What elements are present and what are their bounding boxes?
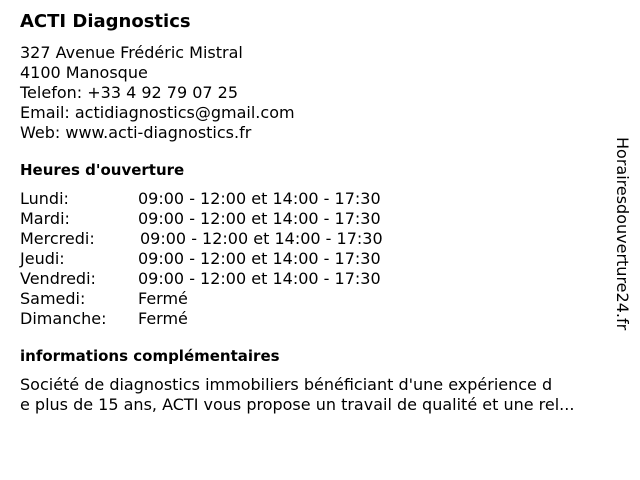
address-line-1: 327 Avenue Frédéric Mistral <box>20 43 243 62</box>
hours-heading: Heures d'ouverture <box>20 161 185 179</box>
hours-row-monday <box>20 189 610 209</box>
hours-row-tuesday <box>20 209 610 229</box>
business-name: ACTI Diagnostics <box>20 11 191 32</box>
hours-day: Mercredi: <box>20 229 95 248</box>
info-line-2: e plus de 15 ans, ACTI vous propose un travail de qualité et une rel... <box>20 395 575 414</box>
info-heading: informations complémentaires <box>20 347 280 365</box>
hours-row-wednesday <box>20 229 610 249</box>
phone-line: Telefon: +33 4 92 79 07 25 <box>20 83 239 102</box>
site-watermark: Horairesdouverture24.fr <box>613 137 632 331</box>
hours-time: Fermé <box>138 289 188 308</box>
business-card <box>20 10 610 415</box>
hours-time: 09:00 - 12:00 et 14:00 - 17:30 <box>138 209 381 228</box>
hours-row-thursday <box>20 249 610 269</box>
email-line: Email: actidiagnostics@gmail.com <box>20 103 295 122</box>
hours-time: 09:00 - 12:00 et 14:00 - 17:30 <box>138 249 381 268</box>
website-line: Web: www.acti-diagnostics.fr <box>20 123 252 142</box>
hours-row-sunday <box>20 309 610 329</box>
hours-time: 09:00 - 12:00 et 14:00 - 17:30 <box>138 189 381 208</box>
hours-time: 09:00 - 12:00 et 14:00 - 17:30 <box>140 229 383 248</box>
hours-day: Vendredi: <box>20 269 96 288</box>
address-line-2: 4100 Manosque <box>20 63 148 82</box>
hours-day: Samedi: <box>20 289 86 308</box>
info-line-1: Société de diagnostics immobiliers bénéficiant d'une expérience d <box>20 375 553 394</box>
hours-day: Jeudi: <box>20 249 65 268</box>
hours-time: Fermé <box>138 309 188 328</box>
hours-day: Dimanche: <box>20 309 107 328</box>
hours-day: Lundi: <box>20 189 69 208</box>
hours-table <box>20 189 610 329</box>
hours-row-saturday <box>20 289 610 309</box>
info-description <box>20 375 640 415</box>
hours-time: 09:00 - 12:00 et 14:00 - 17:30 <box>138 269 381 288</box>
hours-day: Mardi: <box>20 209 70 228</box>
hours-row-friday <box>20 269 610 289</box>
